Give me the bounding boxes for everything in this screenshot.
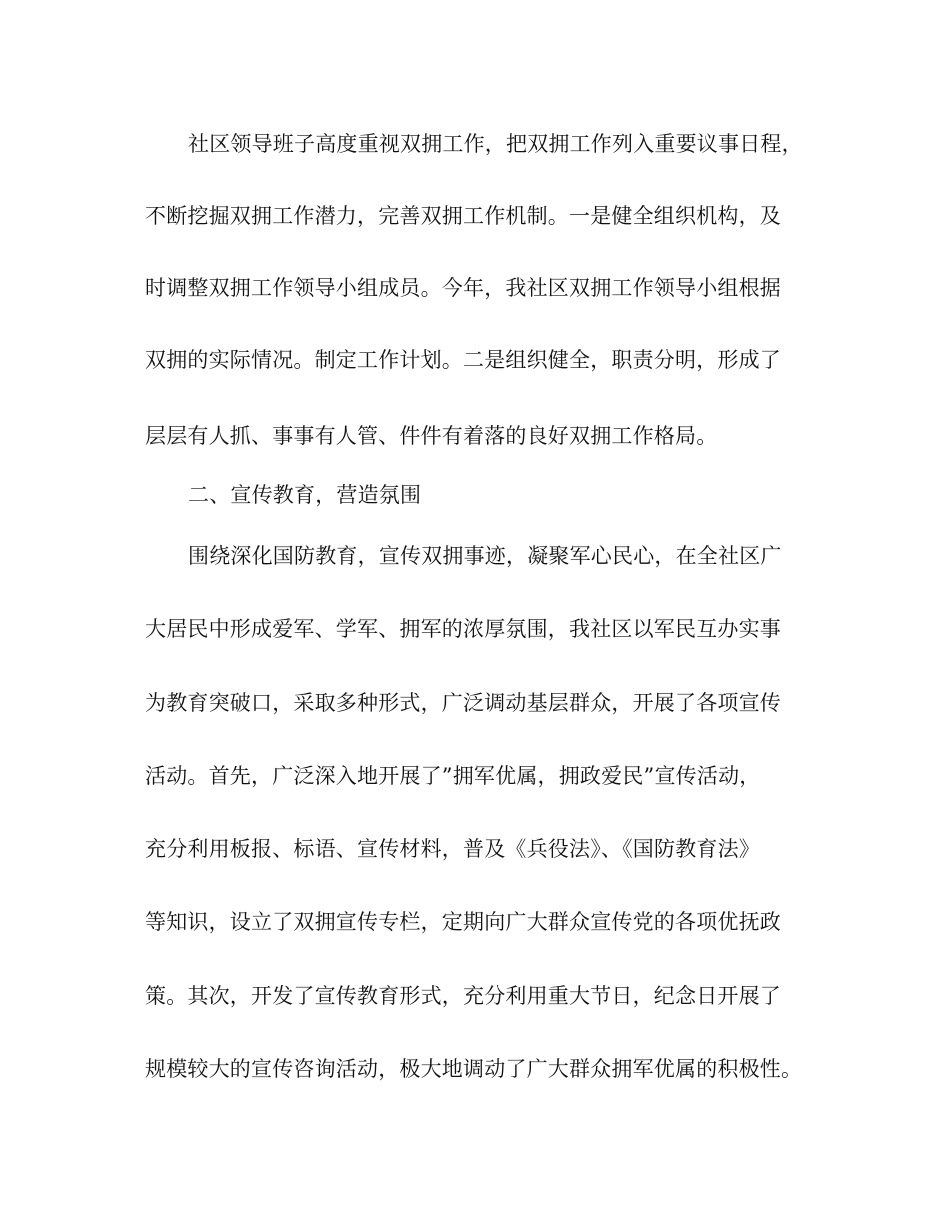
paragraph-1-line-4: 双拥的实际情况。制定工作计划。二是组织健全，职责分明，形成了 — [145, 348, 781, 372]
paragraph-1-line-2: 不断挖掘双拥工作潜力，完善双拥工作机制。一是健全组织机构，及 — [145, 204, 781, 228]
paragraph-2-line-3: 为教育突破口，采取多种形式，广泛调动基层群众，开展了各项宣传 — [145, 691, 781, 715]
paragraph-2-line-8: 规模较大的宣传咨询活动，极大地调动了广大群众拥军优属的积极性。 — [145, 1057, 803, 1081]
paragraph-2-line-7: 策。其次，开发了宣传教育形式，充分利用重大节日，纪念日开展了 — [145, 984, 781, 1008]
paragraph-2-line-4: 活动。首先，广泛深入地开展了”拥军优属，拥政爱民”宣传活动， — [145, 764, 761, 788]
paragraph-1-line-1: 社区领导班子高度重视双拥工作，把双拥工作列入重要议事日程， — [188, 132, 803, 156]
paragraph-2-line-1: 围绕深化国防教育，宣传双拥事迹，凝聚军心民心，在全社区广 — [188, 544, 782, 568]
paragraph-2-line-2: 大居民中形成爱军、学军、拥军的浓厚氛围，我社区以军民互办实事 — [145, 617, 781, 641]
paragraph-2-line-6: 等知识，设立了双拥宣传专栏，定期向广大群众宣传党的各项优抚政 — [145, 910, 781, 934]
paragraph-2-line-5: 充分利用板报、标语、宣传材料，普及《兵役法》、《国防教育法》 — [145, 837, 760, 861]
paragraph-1-line-5: 层层有人抓、事事有人管、件件有着落的良好双拥工作格局。 — [145, 424, 718, 448]
section-heading: 二、宣传教育，营造氛围 — [188, 483, 422, 507]
paragraph-1-line-3: 时调整双拥工作领导小组成员。今年，我社区双拥工作领导小组根据 — [145, 276, 781, 300]
